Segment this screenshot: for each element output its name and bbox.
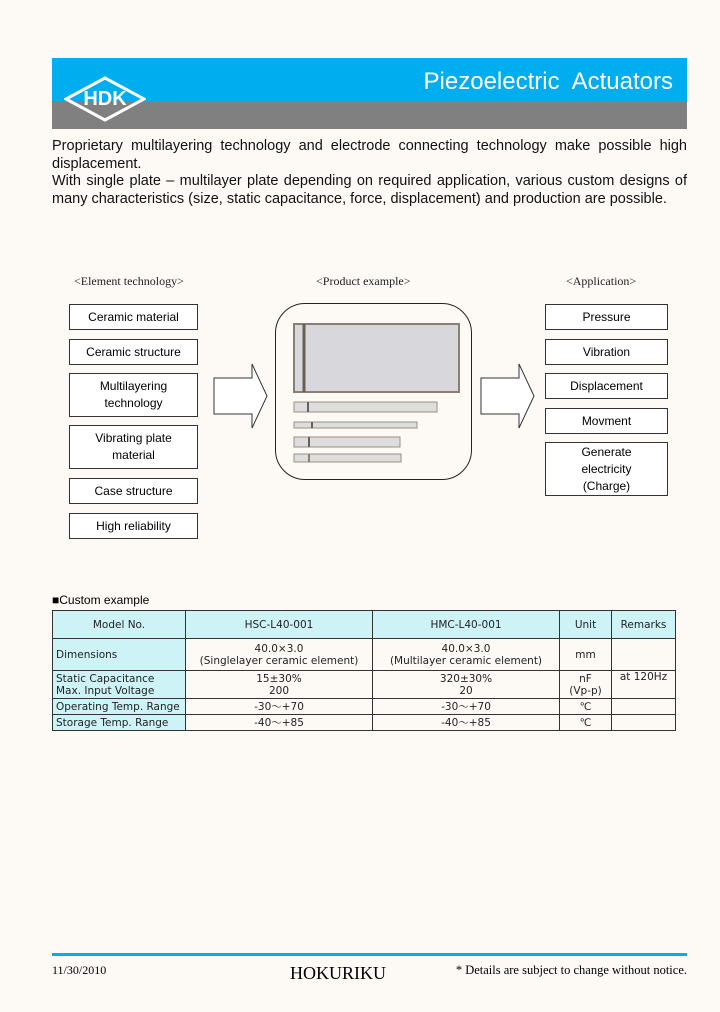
cell (186, 671, 373, 699)
header-banner (52, 58, 687, 110)
row-label: Operating Temp. Range (53, 699, 186, 715)
table-row (53, 699, 676, 715)
cell-value: 40.0×3.0 (254, 642, 304, 655)
cell-value: 20 (459, 684, 473, 697)
cell-value: 15±30% (256, 672, 302, 685)
row-label: Storage Temp. Range (53, 715, 186, 731)
cell-value: 320±30% (439, 672, 493, 685)
unit-cell: ℃ (560, 715, 612, 731)
custom-example-table (52, 610, 676, 731)
element-box: Multilayering technology (69, 373, 198, 417)
cell-value: 200 (268, 684, 290, 697)
cell (186, 639, 373, 671)
element-box: High reliability (69, 513, 198, 539)
cell (373, 671, 560, 699)
remarks-cell (612, 699, 676, 715)
arrow-right-icon (213, 363, 269, 429)
application-box: Generate electricity (Charge) (545, 442, 668, 496)
element-box: Case structure (69, 478, 198, 504)
table-header-row (53, 611, 676, 639)
remarks-cell: at 120Hz (612, 671, 676, 699)
unit-value: nF (579, 672, 592, 685)
cell-note: (Singlelayer ceramic element) (199, 654, 359, 667)
header-cell: HMC-L40-001 (373, 611, 560, 639)
header-cell: HSC-L40-001 (186, 611, 373, 639)
actuator-plates-image (276, 304, 471, 479)
cell-value: 40.0×3.0 (441, 642, 491, 655)
custom-example-heading: ■Custom example (52, 593, 150, 607)
header-cell: Remarks (612, 611, 676, 639)
element-box: Ceramic structure (69, 339, 198, 365)
remarks-cell (612, 639, 676, 671)
hdk-logo: HDK (83, 88, 127, 110)
table-row (53, 639, 676, 671)
cell: -30～+70 (186, 699, 373, 715)
unit-cell: mm (560, 639, 612, 671)
row-label-cap: Static Capacitance (56, 672, 155, 685)
cell-note: (Multilayer ceramic element) (389, 654, 543, 667)
application-heading: <Application> (566, 274, 637, 288)
footer-date: 11/30/2010 (52, 963, 107, 977)
cell: -40～+85 (186, 715, 373, 731)
table-row (53, 715, 676, 731)
arrow-right-icon (480, 363, 536, 429)
application-box: Pressure (545, 304, 668, 330)
cell: -30～+70 (373, 699, 560, 715)
footer-note: * Details are subject to change without notice. (455, 963, 687, 977)
element-box: Ceramic material (69, 304, 198, 330)
remarks-cell (612, 715, 676, 731)
unit-value: (Vp-p) (569, 684, 602, 697)
unit-cell (560, 671, 612, 699)
page-title: Piezoelectric Actuators (423, 68, 673, 95)
row-label-volt: Max. Input Voltage (56, 684, 155, 697)
header-cell: Unit (560, 611, 612, 639)
table-row (53, 671, 676, 699)
element-box: Vibrating plate material (69, 425, 198, 469)
cell: -40～+85 (373, 715, 560, 731)
product-heading: <Product example> (316, 274, 411, 288)
application-box: Vibration (545, 339, 668, 365)
product-example-photo (275, 303, 472, 480)
header-cell: Model No. (53, 611, 186, 639)
row-label: Dimensions (53, 639, 186, 671)
footer-rule (52, 953, 687, 956)
cell (373, 639, 560, 671)
footer-brand: HOKURIKU (290, 963, 386, 983)
element-heading: <Element technology> (74, 274, 184, 288)
intro-text (52, 138, 687, 208)
application-box: Movment (545, 408, 668, 434)
intro-para-1: Proprietary multilayering technology and electrode connecting technology make possible high displacement. (52, 138, 687, 172)
row-label (53, 671, 186, 699)
application-box: Displacement (545, 373, 668, 399)
intro-para-2: With single plate – multilayer plate depending on required application, various custom designs of many characteristics (size, static capacitance, force, displacement) and production are possible. (52, 173, 687, 207)
unit-cell: ℃ (560, 699, 612, 715)
header-band (52, 102, 687, 129)
